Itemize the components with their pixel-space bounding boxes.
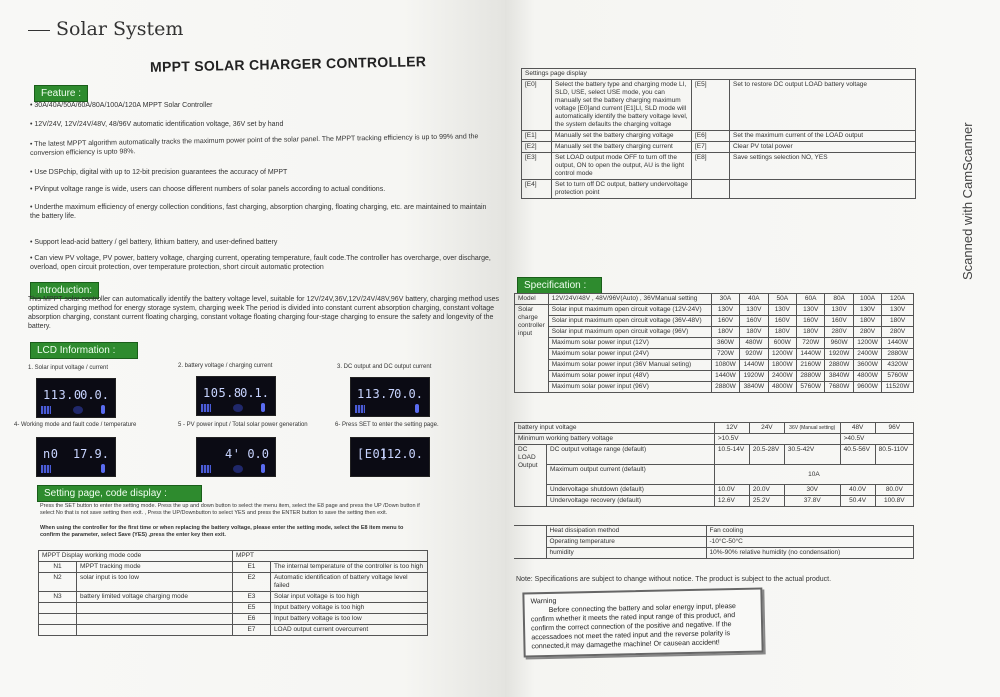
setting-desc	[730, 180, 916, 199]
setting-desc: Manually set the battery charging current	[552, 142, 692, 153]
dc-group-label: DC LOAD Output	[515, 445, 547, 507]
table-row	[515, 434, 914, 445]
brand-header	[28, 18, 183, 40]
right-page	[505, 0, 1000, 697]
spec-value: 5760W	[797, 382, 825, 393]
spec-value: 280V	[825, 327, 853, 338]
spec-value: 4800W	[768, 382, 796, 393]
misc-spec-table	[514, 525, 914, 559]
mode-desc: solar input is too low	[77, 573, 233, 592]
min-voltage-value: >40.5V	[840, 434, 913, 445]
error-desc: LOAD output current overcurrent	[270, 625, 427, 636]
spec-value: 130V	[797, 305, 825, 316]
table-row	[515, 382, 914, 393]
brand-text: Solar System	[56, 18, 184, 40]
spec-label: Maximum output current (default)	[547, 465, 715, 485]
mode-desc	[77, 625, 233, 636]
spec-value: 130V	[825, 305, 853, 316]
battery-label: battery input voltage	[515, 423, 715, 434]
error-code: E1	[232, 562, 270, 573]
spec-label: DC output voltage range (default)	[547, 445, 715, 465]
mode-code	[39, 614, 77, 625]
spec-value: 50.4V	[840, 496, 875, 507]
error-code: E6	[232, 614, 270, 625]
spec-value: 130V	[740, 305, 768, 316]
table-row	[39, 603, 428, 614]
table-row	[515, 465, 914, 485]
feature-item: • Support lead-acid battery / gel battery, lithium battery, and user-defined battery	[30, 238, 480, 247]
spec-value: 280V	[882, 327, 914, 338]
table-row	[515, 294, 914, 305]
min-voltage-value: >10.5V	[714, 434, 840, 445]
setting-code: [E2]	[522, 142, 552, 153]
spec-value: 3840W	[740, 382, 768, 393]
error-code: E2	[232, 573, 270, 592]
setting-code: [E6]	[692, 131, 730, 142]
spec-value: 37.8V	[784, 496, 840, 507]
model-value: 40A	[740, 294, 768, 305]
setting-code: [E5]	[692, 80, 730, 131]
spec-value: 160V	[825, 316, 853, 327]
table-row	[522, 80, 916, 131]
spec-value: 130V	[882, 305, 914, 316]
lcd-label: 1. Solar input voltage / current	[28, 365, 109, 371]
spec-value: 130V	[711, 305, 739, 316]
setting-desc: Set to turn off DC output, battery undervoltage protection point	[552, 180, 692, 199]
spec-value: 480W	[740, 338, 768, 349]
introduction-text: This MPPT solar controller can automatically identify the battery voltage level, suitable for 12V/24V,36V,12V/24V/48V,96V battery, charging method uses optimized charging method for energy storage system, charging week The period is divided into constant current absorption charging, constant voltage absorption charging, constant current floating charging, constant voltage floating charging four-stage charging to ensure the safety and longevity of the battery.	[28, 296, 499, 330]
spec-value: -10°C-50°C	[706, 537, 914, 548]
feature-heading: Feature :	[34, 85, 88, 102]
spec-value: 2880W	[711, 382, 739, 393]
spec-value: 360W	[711, 338, 739, 349]
table-row	[515, 423, 914, 434]
setting-first-use-note: When using the controller for the first time or when replacing the battery voltage, please enter the setting mode, select the E8 item menu to confirm the parameter, select Save (YES) ,press the enter key then exit.	[40, 525, 404, 538]
table-row	[515, 305, 914, 316]
table-row	[522, 142, 916, 153]
lcd-left-value: 113.0	[43, 388, 82, 402]
spec-value: 9600W	[853, 382, 881, 393]
feature-item: • Underthe maximum efficiency of energy collection conditions, fast charging, absorption charging, floating charging, etc. are maintained to maintain the battery life.	[30, 203, 495, 221]
model-value: 60A	[797, 294, 825, 305]
table-row	[514, 537, 914, 548]
battery-table	[514, 422, 914, 507]
setting-desc: Clear PV total power	[730, 142, 916, 153]
lcd-label: 3. DC output and DC output current	[337, 364, 432, 370]
lcd-right-value: 0.0	[247, 447, 269, 461]
spec-value: 4800W	[853, 371, 881, 382]
mode-code: N2	[39, 573, 77, 592]
spec-value: 10%-90% relative humidity (no condensation)	[706, 548, 914, 559]
lcd-label: 4- Working mode and fault code / temperature	[14, 422, 137, 428]
spec-value: 12.6V	[714, 496, 749, 507]
voltage-value: 36V (Manual setting)	[784, 423, 840, 434]
mode-desc: MPPT tracking mode	[77, 562, 233, 573]
setting-desc: Manually set the battery charging voltage	[552, 131, 692, 142]
spec-label: Maximum solar power input (36V Manual seting)	[548, 360, 711, 371]
spec-label: Undervoltage recovery (default)	[547, 496, 715, 507]
voltage-value: 24V	[749, 423, 784, 434]
spec-label: Solar input maximum open circuit voltage (36V-48V)	[548, 316, 711, 327]
spec-value: 1440W	[711, 371, 739, 382]
spec-value: 2160W	[797, 360, 825, 371]
setting-desc: Set the maximum current of the LOAD output	[730, 131, 916, 142]
spec-value: 280V	[853, 327, 881, 338]
lcd-screen-working-mode	[36, 437, 116, 477]
spec-value: 20.5-28V	[749, 445, 784, 465]
spec-value: 7680W	[825, 382, 853, 393]
lcd-label: 5 - PV power input / Total solar power generation	[178, 422, 308, 428]
model-label: Model	[515, 294, 549, 305]
solar-panel-icon	[41, 465, 51, 473]
lcd-screen-dc-output	[350, 377, 430, 417]
circle-icon	[233, 404, 243, 412]
table-row	[522, 180, 916, 199]
warning-title: Warning	[530, 597, 557, 606]
setting-desc: Save settings selection NO, YES	[730, 153, 916, 180]
thermometer-icon	[101, 464, 105, 473]
setting-heading: Setting page, code display :	[37, 485, 202, 502]
feature-item: • Can view PV voltage, PV power, battery voltage, charging current, operating temperature, fault code.The controller has overcharge, over discharge, overload, open circuit protection, over temperature protection, short circuit automatic protection	[30, 254, 498, 272]
lcd-left-value: n0	[43, 447, 59, 461]
setting-code: [E8]	[692, 153, 730, 180]
setting-instructions: Press the SET button to enter the setting mode. Press the up and down button to select the menu item, select the E8 page and press the UP /Down button if select No that is not save setting then exit. , Press the UP/Downbutton to select YES and press the ENTER button to save the setting then exit.	[40, 503, 420, 516]
setting-code: [E3]	[522, 153, 552, 180]
spec-value: 130V	[853, 305, 881, 316]
warning-text: Before connecting the battery and solar energy input, please confirm whether it meets the rated input range of this product, and confirm the correct connection of the positive and negative. If the accessadoes not meet the rated input and the reverse polarity is connected,it may damagethe machine! Or causean accident!	[530, 603, 736, 651]
specification-table	[514, 293, 914, 393]
setting-code: [E1]	[522, 131, 552, 142]
spec-note: Note: Specifications are subject to change without notice. The product is subject to the actual product.	[516, 576, 832, 583]
spec-value: 40.0V	[840, 485, 875, 496]
solar-panel-icon	[41, 406, 51, 414]
table-row	[515, 371, 914, 382]
spec-value: 10.0V	[714, 485, 749, 496]
spec-value: 2880W	[825, 360, 853, 371]
spec-value: 130V	[768, 305, 796, 316]
feature-item: • Use DSPchip, digital with up to 12-bit precision guarantees the accuracy of MPPT	[30, 168, 480, 177]
solar-panel-icon	[355, 405, 365, 413]
table-row	[515, 338, 914, 349]
lcd-right-value: 17.9.	[72, 447, 109, 461]
feature-item: • PVinput voltage range is wide, users can choose different numbers of solar panels according to actual conditions.	[30, 185, 490, 194]
spec-value: 160V	[768, 316, 796, 327]
settings-page-table	[521, 68, 916, 199]
lcd-left-value: 105.8	[203, 386, 242, 400]
error-code: E5	[232, 603, 270, 614]
spec-value: Fan cooling	[706, 526, 914, 537]
table-row	[515, 327, 914, 338]
error-desc: Input battery voltage is too low	[270, 614, 427, 625]
spec-label: Solar input maximum open circuit voltage (12V-24V)	[548, 305, 711, 316]
spec-label: Solar input maximum open circuit voltage (96V)	[548, 327, 711, 338]
circle-icon	[73, 406, 83, 414]
error-desc: Automatic identification of battery voltage level failed	[270, 573, 427, 592]
spec-value: 11520W	[882, 382, 914, 393]
spec-value: 30.5-42V	[784, 445, 840, 465]
error-code: E3	[232, 592, 270, 603]
spec-label: Maximum solar power input (12V)	[548, 338, 711, 349]
setting-code: [E0]	[522, 80, 552, 131]
spec-label: Heat dissipation method	[546, 526, 706, 537]
table-row	[39, 625, 428, 636]
table-row	[515, 360, 914, 371]
table-row	[515, 445, 914, 465]
voltage-value: 12V	[714, 423, 749, 434]
thermometer-icon	[261, 464, 265, 473]
spec-value: 1200W	[768, 349, 796, 360]
spec-label: humidity	[546, 548, 706, 559]
lcd-right-value: 0.0.	[394, 387, 423, 401]
warning-box	[522, 587, 763, 657]
lcd-left-value: 4'	[225, 447, 241, 461]
table-row	[515, 349, 914, 360]
model-value: 50A	[768, 294, 796, 305]
spec-value: 180V	[711, 327, 739, 338]
spec-value: 3840W	[825, 371, 853, 382]
lcd-screen-battery	[196, 376, 276, 416]
mode-code	[39, 625, 77, 636]
camscanner-watermark: Scanned with CamScanner	[960, 122, 975, 280]
table-row	[515, 316, 914, 327]
mode-code	[39, 603, 77, 614]
circle-icon	[233, 465, 243, 473]
spec-value: 720W	[797, 338, 825, 349]
spec-value: 80.0V	[875, 485, 913, 496]
mode-desc	[77, 614, 233, 625]
model-value: 30A	[711, 294, 739, 305]
model-value: 80A	[825, 294, 853, 305]
spec-value: 100.8V	[875, 496, 913, 507]
model-desc: 12V/24V/48V , 48V/96V(Auto) , 36VManual setting	[548, 294, 711, 305]
spec-value: 960W	[825, 338, 853, 349]
spec-value: 180V	[882, 316, 914, 327]
feature-item: • 12V/24V, 12V/24V/48V, 48/96V automatic identification voltage, 36V set by hand	[30, 120, 480, 129]
mode-desc: battery limited voltage charging mode	[77, 592, 233, 603]
feature-item: • The latest MPPT algorithm automatically tracks the maximum power point of the solar panel. The MPPT tracking efficiency is up to 99% and the conversion efficiency is upto 98%.	[30, 132, 495, 158]
solar-panel-icon	[201, 465, 211, 473]
table-row	[39, 592, 428, 603]
spec-value: 180V	[797, 327, 825, 338]
thermometer-icon	[261, 403, 265, 412]
spec-value: 1200W	[853, 338, 881, 349]
voltage-value: 96V	[875, 423, 913, 434]
error-desc: Solar input voltage is too high	[270, 592, 427, 603]
setting-desc: Set to restore DC output LOAD battery voltage	[730, 80, 916, 131]
spec-value: 920W	[740, 349, 768, 360]
spec-value: 3600W	[853, 360, 881, 371]
setting-code: [E4]	[522, 180, 552, 199]
spec-value: 1800W	[768, 360, 796, 371]
table-row	[522, 131, 916, 142]
table-row	[522, 153, 916, 180]
spec-value: 180V	[853, 316, 881, 327]
table-row	[514, 548, 914, 559]
spec-value: 40.5-56V	[840, 445, 875, 465]
lcd-right-value: 0.0.	[80, 388, 109, 402]
error-desc: Input battery voltage is too high	[270, 603, 427, 614]
spec-value: 2400W	[853, 349, 881, 360]
lcd-screen-setting	[350, 437, 430, 477]
spec-value: 1080W	[711, 360, 739, 371]
lcd-label: 2. battery voltage / charging current	[178, 363, 273, 369]
table-header: MPPT Display working mode code	[39, 551, 233, 562]
spec-value: 2880W	[882, 349, 914, 360]
lcd-right-value: 0.1.	[240, 386, 269, 400]
spec-value: 1920W	[825, 349, 853, 360]
spec-value: 30V	[784, 485, 840, 496]
spec-value: 160V	[711, 316, 739, 327]
setting-code	[692, 180, 730, 199]
lcd-heading: LCD Information :	[30, 342, 138, 359]
error-desc: The internal temperature of the controller is too high	[270, 562, 427, 573]
table-row	[514, 526, 914, 537]
table-row	[39, 614, 428, 625]
thermometer-icon	[415, 404, 419, 413]
empty-cell	[514, 526, 546, 559]
spec-value: 600W	[768, 338, 796, 349]
lcd-screen-solar-input	[36, 378, 116, 418]
min-voltage-label: Minimum working battery voltage	[515, 434, 715, 445]
spec-label: Maximum solar power input (48V)	[548, 371, 711, 382]
document-title: MPPT SOLAR CHARGER CONTROLLER	[149, 53, 427, 75]
spec-value: 5760W	[882, 371, 914, 382]
setting-desc: Select the battery type and charging mode LI, SLD, USE, select USE mode, you can manually set the battery charging maximum voltage [E0]and current [E1]LI, SLD mode will automatically identify the battery voltage level, the system defaults the charging voltage	[552, 80, 692, 131]
lcd-right-value: 112.0.	[379, 447, 423, 461]
spec-value: 160V	[797, 316, 825, 327]
error-code: E7	[232, 625, 270, 636]
model-value: 120A	[882, 294, 914, 305]
spec-value: 1440W	[740, 360, 768, 371]
model-value: 100A	[853, 294, 881, 305]
introduction-heading: Introduction:	[30, 282, 99, 299]
group-label: Solar charge controller input	[515, 305, 549, 393]
spec-value: 1920W	[740, 371, 768, 382]
spec-value: 10.5-14V	[714, 445, 749, 465]
spec-value: 720W	[711, 349, 739, 360]
spec-value: 180V	[740, 327, 768, 338]
spec-value: 2400W	[768, 371, 796, 382]
lcd-left-value: [E0]	[357, 447, 388, 461]
solar-panel-icon	[201, 404, 211, 412]
table-row	[39, 573, 428, 592]
voltage-value: 48V	[840, 423, 875, 434]
setting-desc: Set LOAD output mode OFF to turn off the output, ON to open the output, AU is the light control mode	[552, 153, 692, 180]
table-row	[515, 485, 914, 496]
lcd-label: 6- Press SET to enter the setting page.	[335, 422, 439, 428]
feature-item: • 30A/40A/50A/60A/80A/100A/120A MPPT Solar Controller	[30, 101, 480, 110]
setting-code: [E7]	[692, 142, 730, 153]
spec-label: Operating temperature	[546, 537, 706, 548]
spec-value: 2880W	[797, 371, 825, 382]
mode-desc	[77, 603, 233, 614]
spec-value: 1440W	[882, 338, 914, 349]
spec-value: 4320W	[882, 360, 914, 371]
spec-label: Maximum solar power input (96V)	[548, 382, 711, 393]
spec-value: 80.5-110V	[875, 445, 913, 465]
thermometer-icon	[101, 405, 105, 414]
lcd-screen-pv-power	[196, 437, 276, 477]
spec-value: 180V	[768, 327, 796, 338]
spec-value: 25.2V	[749, 496, 784, 507]
table-header: MPPT	[232, 551, 427, 562]
specification-heading: Specification :	[517, 277, 602, 294]
spec-value: 1440W	[797, 349, 825, 360]
mode-code: N1	[39, 562, 77, 573]
mode-code-table	[38, 550, 428, 636]
spec-label: Maximum solar power input (24V)	[548, 349, 711, 360]
spec-value: 20.0V	[749, 485, 784, 496]
lcd-left-value: 113.7	[357, 387, 396, 401]
spec-label: Undervoltage shutdown (default)	[547, 485, 715, 496]
table-header: Settings page display	[522, 69, 916, 80]
spec-value: 160V	[740, 316, 768, 327]
table-row	[515, 496, 914, 507]
table-row	[39, 562, 428, 573]
spec-value: 10A	[714, 465, 913, 485]
mode-code: N3	[39, 592, 77, 603]
